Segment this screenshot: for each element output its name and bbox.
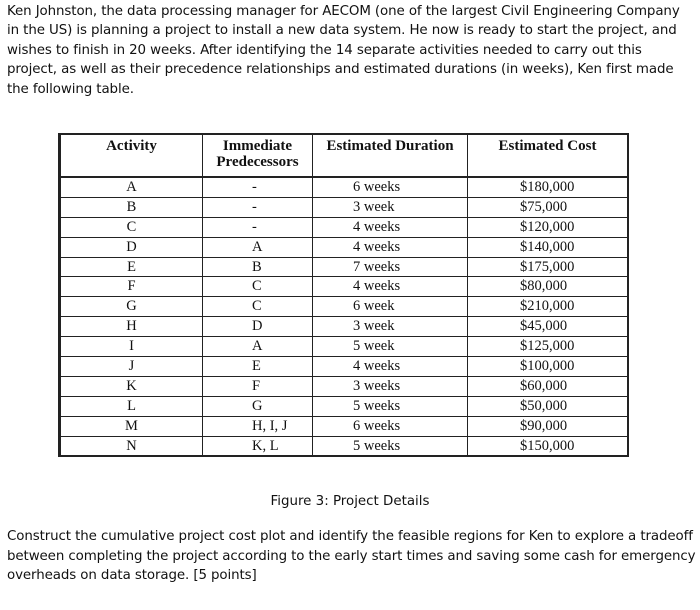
- cell-cost: $80,000: [468, 277, 628, 297]
- cell-duration: 4 weeks: [313, 277, 468, 297]
- cell-activity: A: [61, 177, 203, 197]
- table-row: [61, 297, 628, 317]
- cell-duration: 4 weeks: [313, 217, 468, 237]
- cell-cost: $45,000: [468, 317, 628, 337]
- table-row: [61, 217, 628, 237]
- cell-activity: L: [61, 396, 203, 416]
- table-row: [61, 257, 628, 277]
- cell-predecessors: -: [203, 177, 313, 197]
- cell-duration: 3 week: [313, 317, 468, 337]
- cell-duration: 3 weeks: [313, 376, 468, 396]
- project-details-table: [58, 133, 629, 457]
- cell-activity: D: [61, 237, 203, 257]
- cell-activity: N: [61, 436, 203, 456]
- cell-duration: 6 week: [313, 297, 468, 317]
- cell-duration: 4 weeks: [313, 357, 468, 377]
- cell-cost: $60,000: [468, 376, 628, 396]
- table-row: [61, 237, 628, 257]
- cell-duration: 4 weeks: [313, 237, 468, 257]
- cell-predecessors: B: [203, 257, 313, 277]
- table-row: [61, 416, 628, 436]
- cell-duration: 5 weeks: [313, 396, 468, 416]
- cell-duration: 5 week: [313, 337, 468, 357]
- cell-cost: $100,000: [468, 357, 628, 377]
- cell-predecessors: H, I, J: [203, 416, 313, 436]
- cell-duration: 6 weeks: [313, 416, 468, 436]
- cell-predecessors: A: [203, 237, 313, 257]
- cell-cost: $180,000: [468, 177, 628, 197]
- cell-predecessors: -: [203, 197, 313, 217]
- problem-intro: Ken Johnston, the data processing manager for AECOM (one of the largest Civil Engineering Company in the US) is planning a project to install a new data system. He now is ready to start the project, and wishes to finish in 20 weeks. After identifying the 14 separate activities needed to carry out this project, as well as their precedence relationships and estimated durations (in weeks), Ken first made the following table.: [7, 4, 680, 97]
- cell-activity: H: [61, 317, 203, 337]
- cell-predecessors: K, L: [203, 436, 313, 456]
- cell-cost: $120,000: [468, 217, 628, 237]
- cell-predecessors: -: [203, 217, 313, 237]
- cell-predecessors: F: [203, 376, 313, 396]
- cell-cost: $140,000: [468, 237, 628, 257]
- table-row: [61, 436, 628, 456]
- question-text: Construct the cumulative project cost plot and identify the feasible regions for Ken to explore a tradeoff between completing the project according to the early start times and saving some cash for emergency overheads on data storage. [5 points]: [7, 529, 696, 584]
- cell-duration: 7 weeks: [313, 257, 468, 277]
- cell-activity: G: [61, 297, 203, 317]
- cell-cost: $50,000: [468, 396, 628, 416]
- cell-predecessors: C: [203, 297, 313, 317]
- table-row: [61, 357, 628, 377]
- table-body: [61, 177, 628, 456]
- table-row: [61, 396, 628, 416]
- header-duration: Estimated Duration: [313, 135, 468, 177]
- cell-predecessors: G: [203, 396, 313, 416]
- cell-activity: M: [61, 416, 203, 436]
- cell-cost: $90,000: [468, 416, 628, 436]
- cell-duration: 5 weeks: [313, 436, 468, 456]
- cell-activity: C: [61, 217, 203, 237]
- cell-predecessors: C: [203, 277, 313, 297]
- cell-cost: $150,000: [468, 436, 628, 456]
- figure-caption: Figure 3: Project Details: [270, 494, 430, 509]
- table-header-row: [61, 135, 628, 177]
- cell-activity: K: [61, 376, 203, 396]
- cell-predecessors: E: [203, 357, 313, 377]
- cell-cost: $210,000: [468, 297, 628, 317]
- cell-activity: F: [61, 277, 203, 297]
- table-row: [61, 177, 628, 197]
- cell-duration: 3 week: [313, 197, 468, 217]
- cell-activity: I: [61, 337, 203, 357]
- header-activity: Activity: [61, 135, 203, 177]
- cell-activity: J: [61, 357, 203, 377]
- table-row: [61, 337, 628, 357]
- cell-cost: $125,000: [468, 337, 628, 357]
- table-row: [61, 317, 628, 337]
- cell-cost: $175,000: [468, 257, 628, 277]
- cell-activity: B: [61, 197, 203, 217]
- table-row: [61, 376, 628, 396]
- cell-duration: 6 weeks: [313, 177, 468, 197]
- header-predecessors: Immediate Predecessors: [203, 135, 313, 177]
- table-row: [61, 197, 628, 217]
- cell-predecessors: D: [203, 317, 313, 337]
- cell-predecessors: A: [203, 337, 313, 357]
- table-row: [61, 277, 628, 297]
- cell-activity: E: [61, 257, 203, 277]
- cell-cost: $75,000: [468, 197, 628, 217]
- header-cost: Estimated Cost: [468, 135, 628, 177]
